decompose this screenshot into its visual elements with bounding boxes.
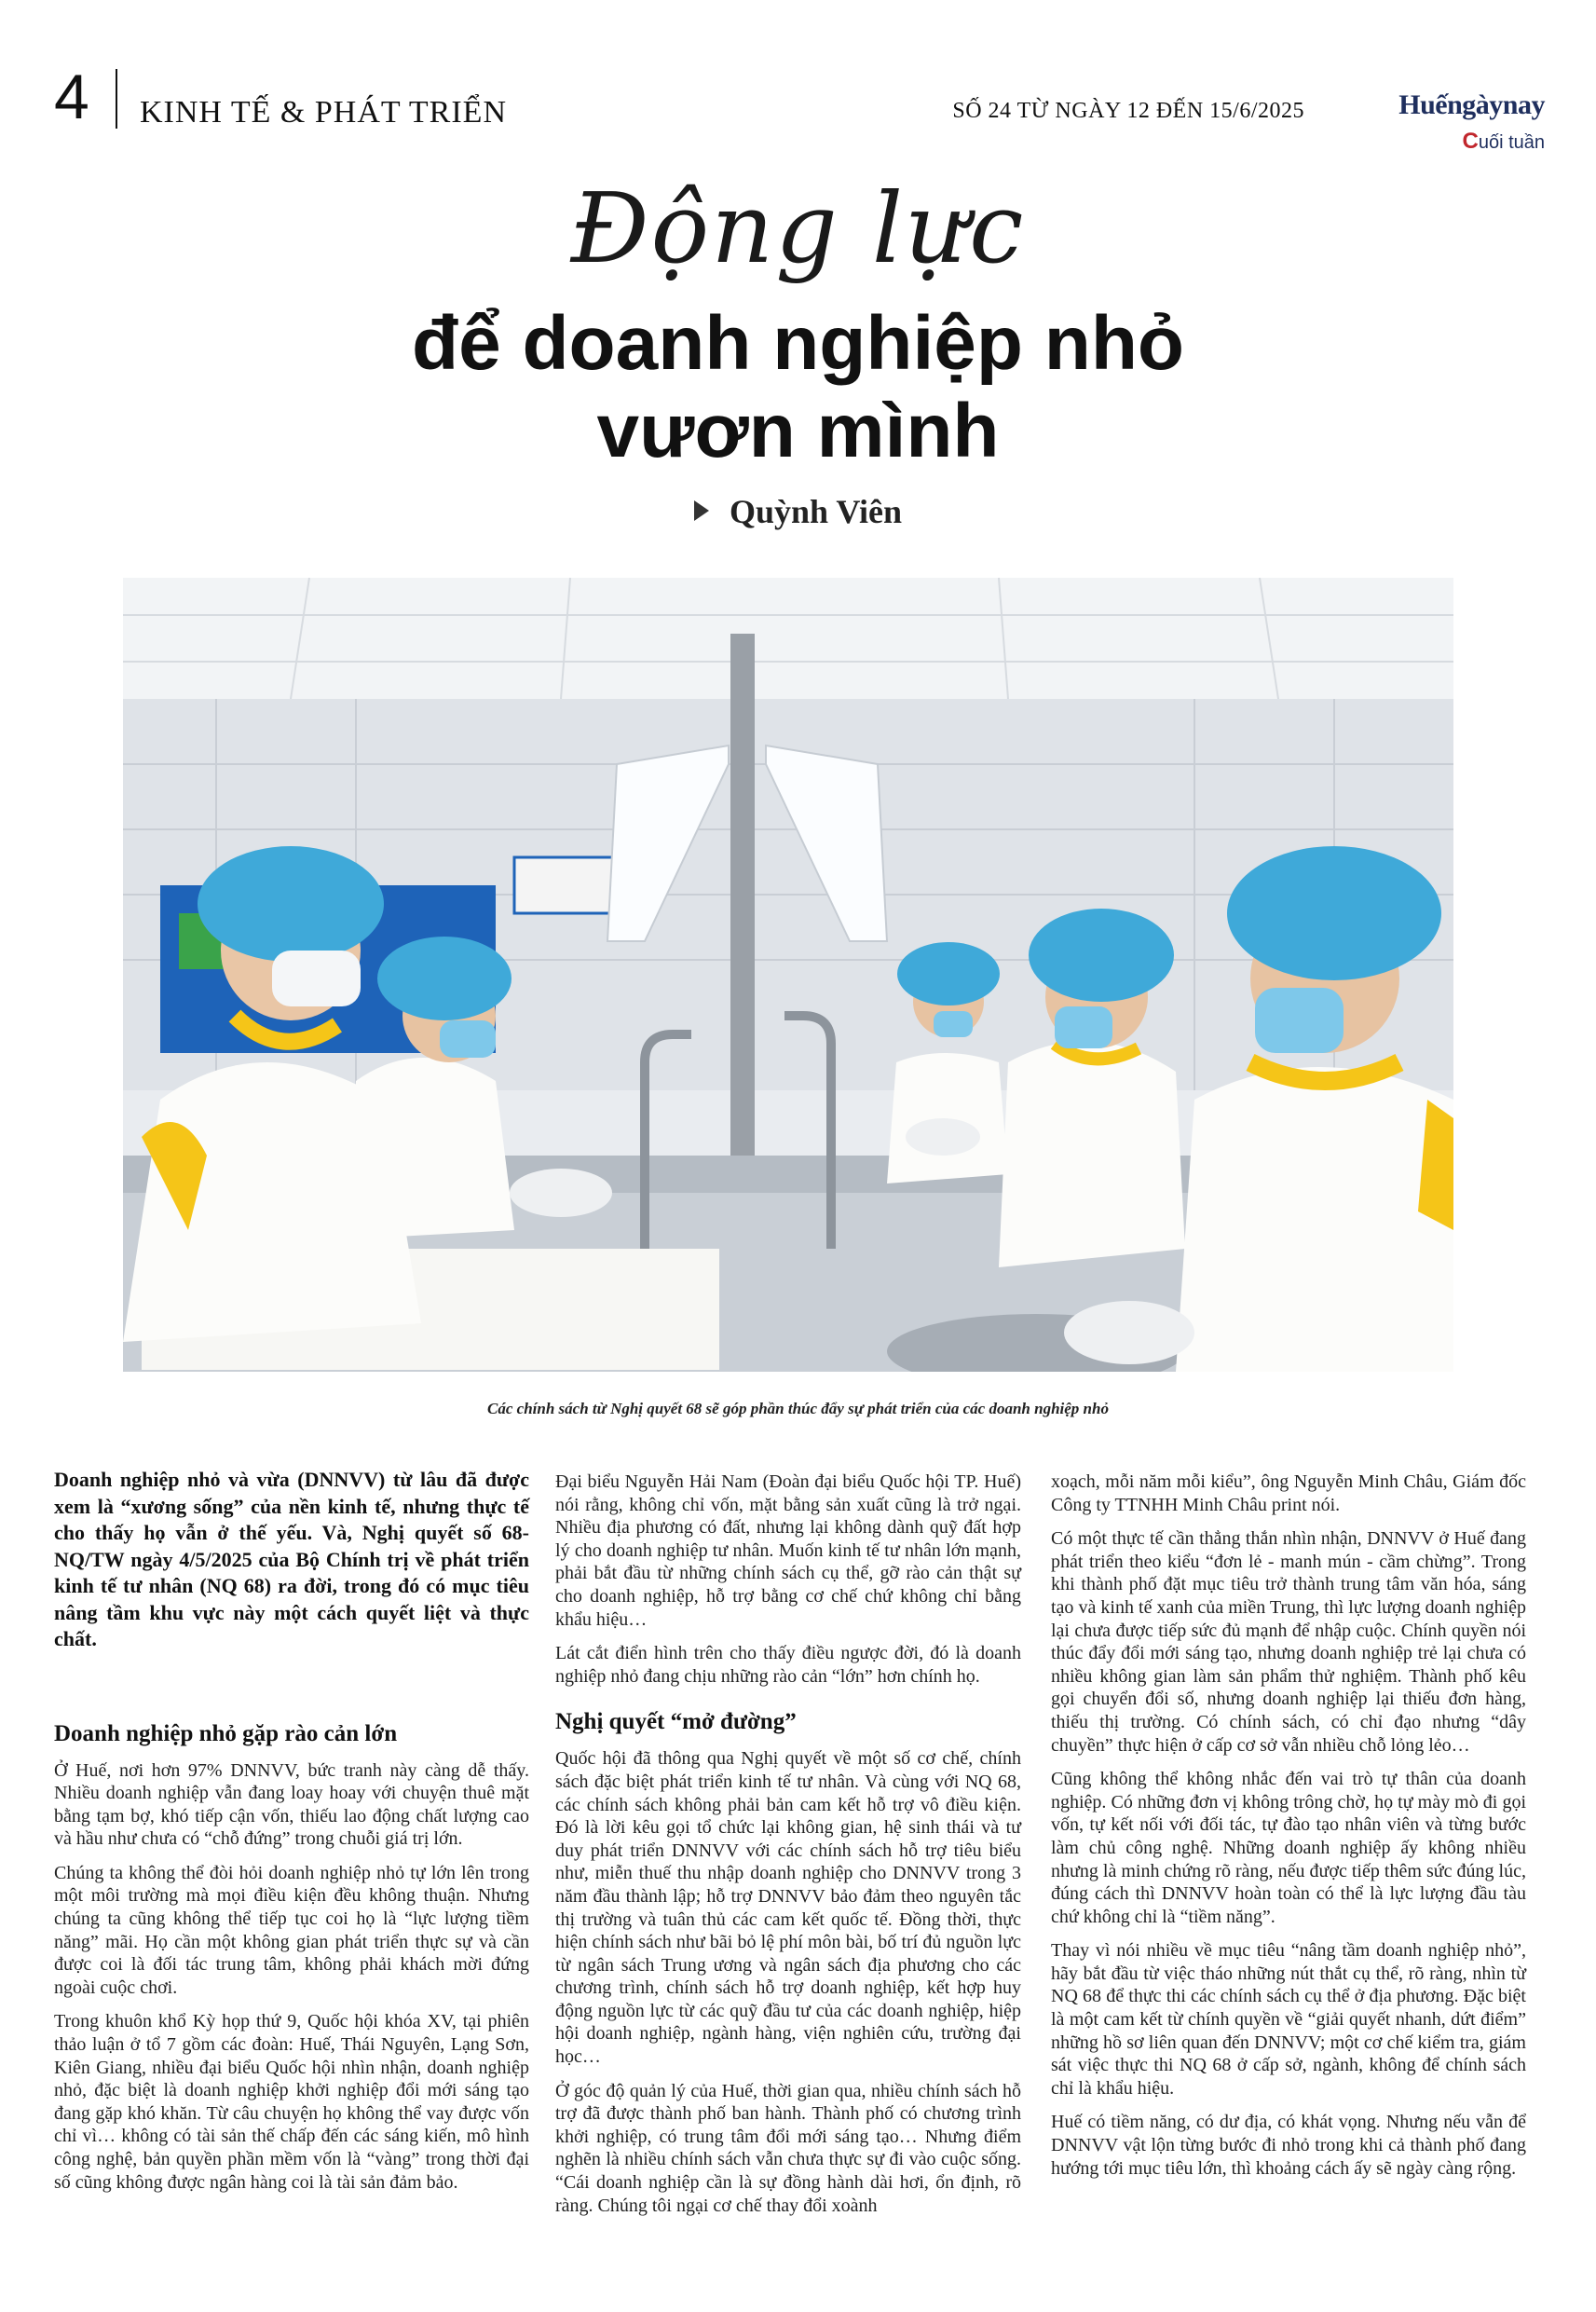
header-divider <box>116 69 117 129</box>
photo-caption: Các chính sách từ Nghị quyết 68 sẽ góp phần thúc đẩy sự phát triển của các doanh nghiệp nhỏ <box>487 1400 1109 1417</box>
headline-script: Động lực <box>570 171 1026 285</box>
headline <box>0 300 1596 475</box>
brand-logo <box>1312 89 1545 155</box>
column-2 <box>555 1471 1021 2228</box>
paragraph: Có một thực tế cần thẳng thắn nhìn nhận, DNNVV ở Huế đang phát triển theo kiểu “đơn lẻ - manh mún - cầm chừng”. Trong khi thành phố đặt mục tiêu trở thành trung tâm văn hóa, sáng tạo và kinh tế xanh của miền Trung, thì lực lượng doanh nghiệp lại chưa được tiếp sức đủ mạnh để nhập cuộc. Chính quyền nói thúc đẩy đổi mới sáng tạo, nhưng doanh nghiệp trẻ lại chưa có nhiều không gian làm sản phẩm thử nghiệm. Thành phố kêu gọi chuyển đổi số, nhưng doanh nghiệp lại thiếu đơn hàng, thiếu thị trường. Có chính sách, có chỉ đạo nhưng “dây chuyền” thực hiện ở cấp cơ sở vẫn nhiều chỗ lỏng lẻo… <box>1051 1528 1526 1756</box>
paragraph: Ở góc độ quản lý của Huế, thời gian qua, nhiều chính sách hỗ trợ đã được thành phố ban hành. Thành phố có chương trình khởi nghiệp, có trung tâm đổi mới sáng tạo… Nhưng điểm nghẽn là nhiều chính sách vẫn chưa thực sự đi vào cuộc sống. “Cái doanh nghiệp cần là sự đồng hành dài hơi, ổn định, rõ ràng. Chúng tôi ngại cơ chế thay đổi xoành <box>555 2080 1021 2216</box>
author-name: Quỳnh Viên <box>729 493 903 530</box>
subheading-1: Doanh nghiệp nhỏ gặp rào cản lớn <box>54 1720 398 1746</box>
issue-info: SỐ 24 TỪ NGÀY 12 ĐẾN 15/6/2025 <box>952 99 1304 123</box>
play-triangle-icon <box>694 500 709 521</box>
lead-paragraph: Doanh nghiệp nhỏ và vừa (DNNVV) từ lâu đã được xem là “xương sống” của nền kinh tế, nhưng thực tế cho thấy họ vẫn ở thế yếu. Và, Nghị quyết số 68-NQ/TW ngày 4/5/2025 của Bộ Chính trị về phát triển kinh tế tư nhân (NQ 68) ra đời, trong đó có mục tiêu nâng tầm khu vực này một cách quyết liệt và thực chất. <box>54 1468 529 1650</box>
paragraph: Huế có tiềm năng, có dư địa, có khát vọng. Nhưng nếu vẫn để DNNVV vật lộn từng bước đi nhỏ trong khi cả thành phố đang hướng tới mục tiêu lớn, thì khoảng cách ấy sẽ ngày càng rộng. <box>1051 2112 1526 2179</box>
brand-name: Huếngàynay <box>1398 89 1545 120</box>
paragraph: Lát cắt điển hình trên cho thấy điều ngược đời, đó là doanh nghiệp nhỏ đang chịu những rào cản “lớn” hơn chính họ. <box>555 1643 1021 1687</box>
byline <box>0 492 1596 531</box>
paragraph: Trong khuôn khổ Kỳ họp thứ 9, Quốc hội khóa XV, tại phiên thảo luận ở tổ 7 gồm các đoàn: Huế, Thái Nguyên, Lạng Sơn, Kiên Giang, nhiều đại biểu Quốc hội nhìn nhận, doanh nghiệp nhỏ, đặc biệt là doanh nghiệp khởi nghiệp đổi mới sáng tạo đang gặp khó khăn. Từ câu chuyện họ không thể vay được vốn chỉ vì… không có tài sản thế chấp đến các sáng kiến, mô hình công nghệ, bản quyền phần mềm vốn là “vàng” trong thời đại số cũng không được ngân hàng coi là tài sản đảm bảo. <box>54 2011 529 2193</box>
brand-subtitle: Cuối tuần <box>1462 129 1545 154</box>
paragraph: xoạch, mỗi năm mỗi kiểu”, ông Nguyễn Minh Châu, Giám đốc Công ty TTNHH Minh Châu print nói. <box>1051 1471 1526 1515</box>
headline-line-1: để doanh nghiệp nhỏ <box>411 301 1184 386</box>
article-photo <box>123 578 1453 1372</box>
section-name: KINH TẾ & PHÁT TRIỂN <box>140 95 507 130</box>
paragraph: Thay vì nói nhiều về mục tiêu “nâng tầm doanh nghiệp nhỏ”, hãy bắt đầu từ việc tháo những nút thắt cụ thể, rõ ràng, nhìn từ NQ 68 để thực thi các chính sách cụ thể ở địa phương. Đặc biệt là một cam kết từ chính quyền về “giải quyết nhanh, dứt điểm” những hồ sơ liên quan đến DNNVV; một cơ chế kiểm tra, giám sát việc thực thi NQ 68 ở cấp sở, ngành, không để chính sách chỉ là khẩu hiệu. <box>1051 1940 1526 2099</box>
page-header <box>54 62 1545 154</box>
subheading-2: Nghị quyết “mở đường” <box>555 1709 797 1735</box>
column-3 <box>1051 1471 1526 2191</box>
column-1 <box>54 1467 529 2205</box>
workers-illustration <box>123 578 1453 1372</box>
paragraph: Đại biểu Nguyễn Hải Nam (Đoàn đại biểu Quốc hội TP. Huế) nói rằng, không chỉ vốn, mặt bằng sản xuất cũng là trở ngại. Nhiều địa phương có đất, nhưng lại không dành quỹ đất hợp lý cho doanh nghiệp tư nhân. Muốn kinh tế tư nhân lớn mạnh, phải bắt đầu từ những chính sách cụ thể, gỡ rào cản thật sự cho doanh nghiệp, hỗ trợ bằng cơ chế chứ không chỉ bằng khẩu hiệu… <box>555 1471 1021 1630</box>
page-number: 4 <box>54 62 89 132</box>
paragraph: Cũng không thể không nhắc đến vai trò tự thân của doanh nghiệp. Có những đơn vị không trông chờ, họ tự mày mò đi gọi vốn, tự kết nối với đối tác, tự đào tạo nhân viên và từng bước làm chủ công nghệ. Những doanh nghiệp ấy không nhiều nhưng là minh chứng rõ ràng, nếu được tiếp thêm sức đúng lúc, đúng cách thì DNNVV hoàn toàn có thể là lực lượng đầu tàu chứ không chỉ là “tiềm năng”. <box>1051 1769 1526 1927</box>
paragraph: Chúng ta không thể đòi hỏi doanh nghiệp nhỏ tự lớn lên trong một môi trường mà mọi điều kiện đều không thuận. Nhưng chúng ta cũng không thể tiếp tục coi họ là “lực lượng tiềm năng” mãi. Họ cần một không gian phát triển thực sự và cần được coi là đối tác trung tâm, không phải khách mời đứng ngoài cuộc chơi. <box>54 1862 529 1998</box>
paragraph: Ở Huế, nơi hơn 97% DNNVV, bức tranh này càng dễ thấy. Nhiều doanh nghiệp vẫn đang loay hoay với chuyện thuê mặt bằng tạm bợ, khó tiếp cận vốn, thiếu lao động chất lượng cao và hầu như chưa có “chỗ đứng” trong chuỗi giá trị lớn. <box>54 1759 529 1850</box>
paragraph: Quốc hội đã thông qua Nghị quyết về một số cơ chế, chính sách đặc biệt phát triển kinh tế tư nhân. Và cùng với NQ 68, các chính sách không phải bản cam kết hỗ trợ vô điều kiện. Đó là lời kêu gọi tổ chức lại không gian, hệ sinh thái và tư duy phát triển DNNVV với các chính sách hỗ trợ tiêu biểu như, miễn thuế thu nhập doanh nghiệp cho DNNVV trong 3 năm đầu thành lập; hỗ trợ DNNVV bảo đảm theo nguyên tắc thị trường và tuân thủ các cam kết quốc tế. Đồng thời, thực hiện chính sách như bãi bỏ lệ phí môn bài, bố trí đủ nguồn lực từ ngân sách Trung ương và ngân sách địa phương cho các chương trình, chính sách hỗ trợ doanh nghiệp, kết hợp huy động nguồn lực từ các quỹ đầu tư của các doanh nghiệp, hiệp hội doanh nghiệp, ngành hàng, viện nghiên cứu, trường đại học… <box>555 1748 1021 2068</box>
headline-line-2: vươn mình <box>596 389 1000 473</box>
